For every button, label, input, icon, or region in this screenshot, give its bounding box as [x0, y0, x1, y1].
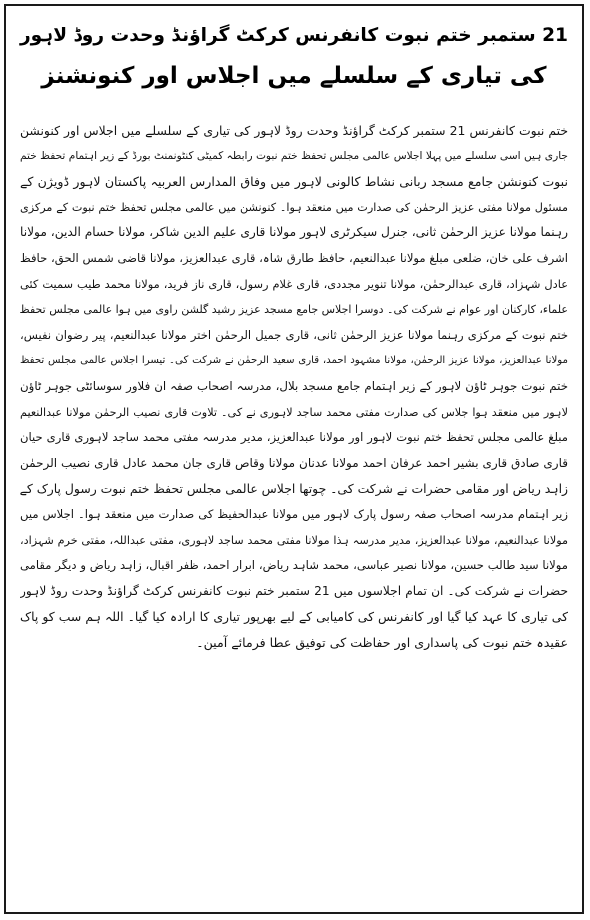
body-line: حضرات نے شرکت کی۔ ان تمام اجلاسوں میں 21 ستمبر ختم نبوت کانفرنس کرکٹ گراؤنڈ وحدت روڈ لاہور — [20, 583, 568, 598]
body-line: جاری ہیں اسی سلسلے میں پہلا اجلاس عالمی مجلس تحفظ ختم نبوت رابطہ کمیٹی کنٹونمنٹ بورڈ کے زیر اہتمام تحفظ ختم — [20, 149, 568, 162]
body-line: علماء، کارکنان اور عوام نے شرکت کی۔ دوسرا اجلاس جامع مسجد عزیز رشید گلشن راوی میں ہوا عالمی مجلس تحفظ — [20, 303, 568, 317]
body-line: مبلغ عالمی مجلس تحفظ ختم نبوت لاہور اور مولانا عبدالعزیز، مدیر مدرسہ مفتی محمد ساجد لاہوری قاری حیان — [20, 430, 568, 445]
headline — [20, 16, 568, 96]
body-line: عقیدہ ختم نبوت کی پاسداری اور حفاظت کی توفیق عطا فرمائے آمین۔ — [196, 634, 568, 650]
body-line: مسئول مولانا مفتی عزیز الرحمٰن کی صدارت میں منعقد ہوا۔ کنونشن میں عالمی مجلس تحفظ ختم نبوت کے مرکزی — [20, 200, 568, 214]
article-body — [20, 118, 568, 655]
body-line: عادل شہزاد، قاری عبدالرحمٰن، مولانا تنویر مجددی، قاری غلام رسول، قاری ناز فرید، مولانا محمد طیب سمیت کئی — [20, 276, 568, 291]
body-line: مولانا سید طالب حسین، مولانا نصیر عباسی، محمد شاہد ریاض، ابرار احمد، ظفر اقبال، زاہد ریاض و دیگر مقامی — [20, 558, 568, 573]
body-line: زیر اہتمام مدرسہ اصحاب صفہ رسول پارک لاہور میں مولانا عبدالحفیظ کی صدارت میں منعقد ہوا۔ اجلاس میں — [20, 506, 568, 521]
body-line: اشرف علی خان، ضلعی مبلغ مولانا عبدالنعیم، حافظ طارق شاہ، قاری عبدالعزیز، مولانا قاضی شمس الحق، حافظ — [20, 250, 568, 265]
body-line: رہنما مولانا عزیز الرحمٰن ثانی، جنرل سیکرٹری لاہور مولانا قاری علیم الدین شاکر، مولانا حسام الدین، مولانا — [20, 225, 568, 240]
body-line: زاہد ریاض اور مقامی حضرات نے شرکت کی۔ چوتھا اجلاس عالمی مجلس تحفظ ختم نبوت رسول پارک کے — [20, 481, 568, 497]
body-line: مولانا عبدالنعیم، مولانا عبدالعزیز، مدیر مدرسہ ہذا مولانا مفتی محمد ساجد لاہوری، مفتی عبداللہ، مفتی خرم شہزاد، — [20, 533, 568, 547]
body-line: ختم نبوت کے مرکزی رہنما مولانا عزیز الرحمٰن ثانی، قاری جمیل الرحمٰن اختر مولانا عبدالنعیم، پیر رضوان نفیس، — [20, 327, 568, 342]
body-line: نبوت کنونشن جامع مسجد ربانی نشاط کالونی لاہور میں وفاق المدارس العربیہ پاکستان لاہور ڈویژن کے — [20, 174, 568, 190]
body-line: کی تیاری کا عہد کیا گیا اور کانفرنس کی کامیابی کے لیے بھرپور تیاری کا ارادہ کیا گیا۔ اللہ ہم سب کو پاک — [20, 609, 568, 625]
body-line: ختم نبوت کانفرنس 21 ستمبر کرکٹ گراؤنڈ وحدت روڈ لاہور کی تیاری کے سلسلے میں اجلاس اور کنونشن — [20, 123, 568, 138]
news-clipping — [4, 4, 584, 914]
headline-line-2: کی تیاری کے سلسلے میں اجلاس اور کنونشنز — [41, 63, 547, 89]
body-line: قاری صادق قاری بشیر احمد عرفان احمد مولانا عدنان مولانا وقاص قاری جان محمد عادل قاری نصیب الرحمٰن — [20, 455, 568, 470]
headline-line-1: 21 ستمبر ختم نبوت کانفرنس کرکٹ گراؤنڈ وحدت روڈ لاہور — [19, 25, 568, 46]
body-line: لاہور میں منعقد ہوا جلاس کی صدارت مفتی محمد ساجد لاہوری نے کی۔ تلاوت قاری نصیب الرحمٰن مولانا عبدالنعیم — [20, 405, 568, 419]
body-line: مولانا عبدالعزیز، مولانا عزیز الرحمٰن، مولانا مشہود احمد، قاری سعید الرحمٰن نے شرکت کی۔ تیسرا اجلاس عالمی مجلس تحفظ — [20, 355, 568, 367]
body-line: ختم نبوت جوہر ٹاؤن لاہور کے زیر اہتمام جامع مسجد بلال، مدرسہ اصحاب صفہ ان فلاور سوسائٹی جوہر ٹاؤن — [20, 378, 568, 393]
